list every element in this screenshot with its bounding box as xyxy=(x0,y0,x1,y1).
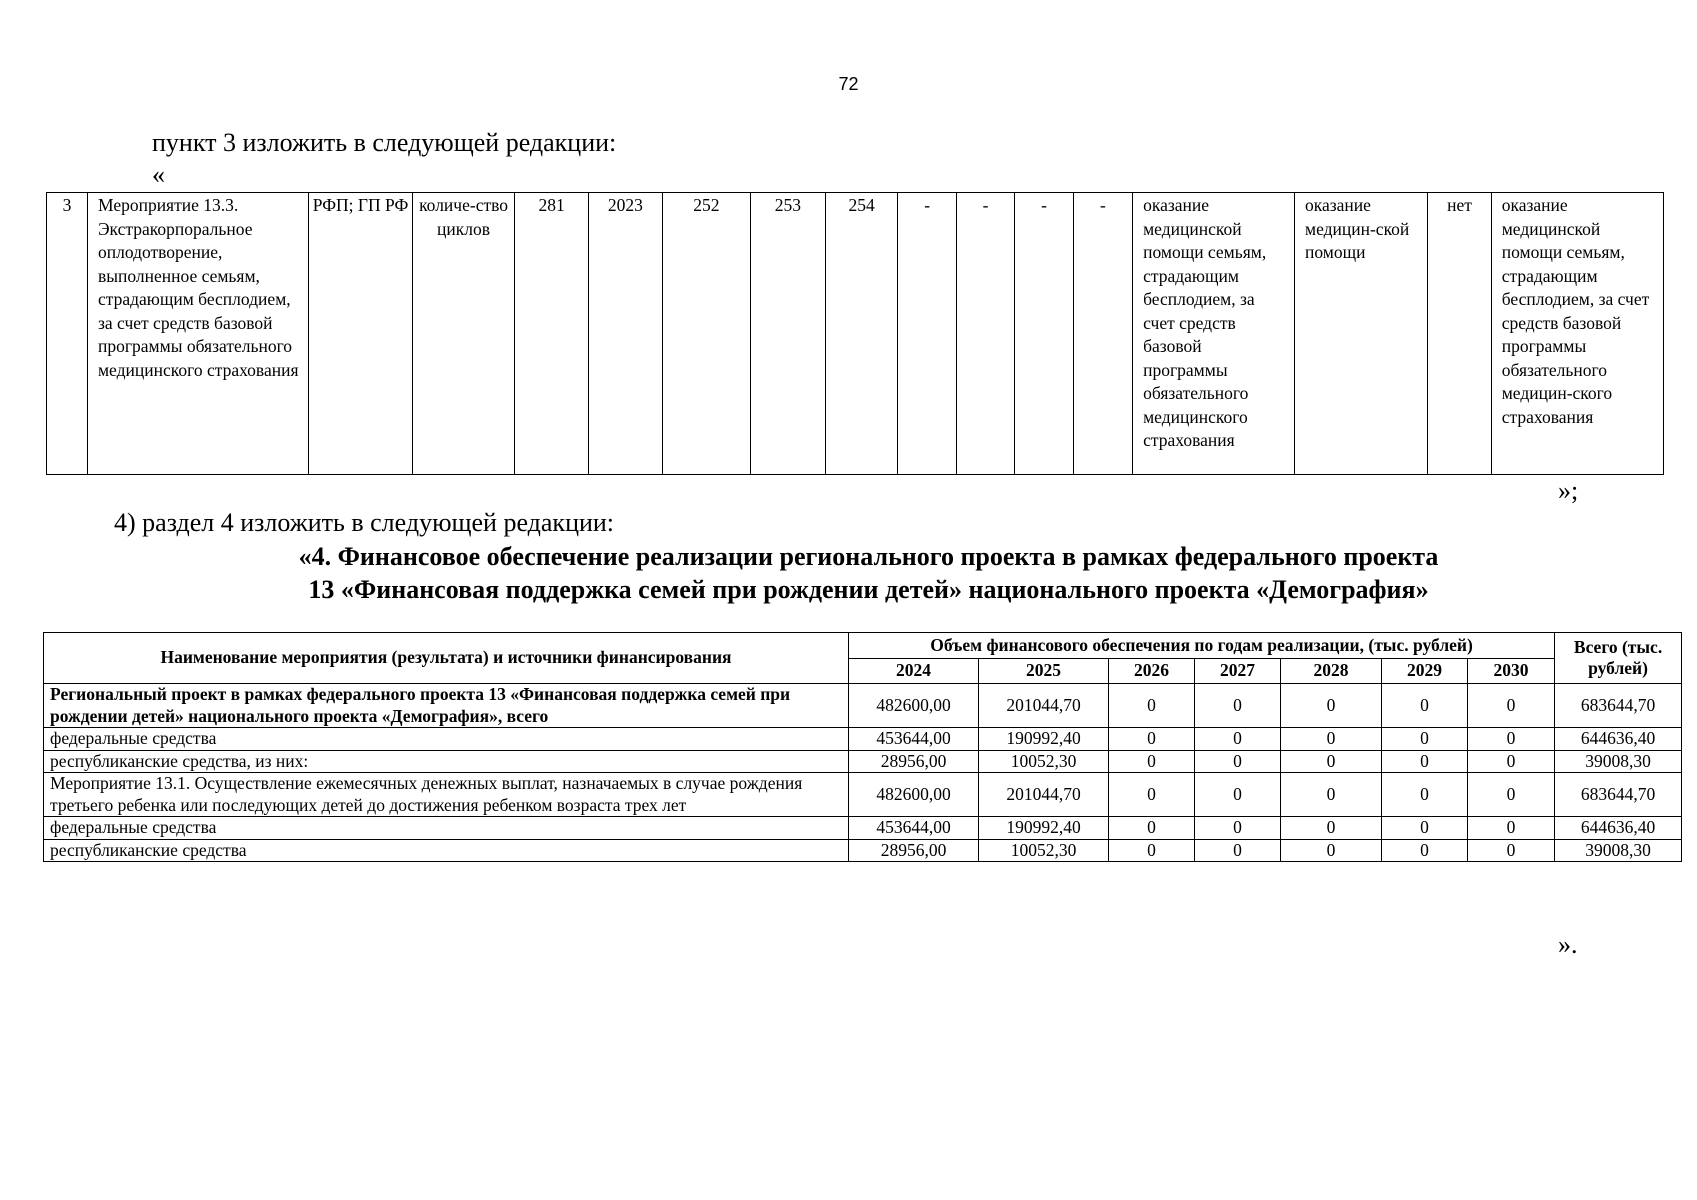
header-total: Всего (тыс. рублей) xyxy=(1555,633,1682,684)
header-year: 2028 xyxy=(1281,658,1382,684)
row-value: 0 xyxy=(1195,773,1281,817)
page-number: 72 xyxy=(838,74,859,94)
finance-header-row xyxy=(44,633,1682,659)
cell-type: оказание медицин-ской помощи xyxy=(1295,193,1428,475)
cell-value-7: - xyxy=(1073,193,1132,475)
open-quote: « xyxy=(152,160,165,189)
indicator-table xyxy=(46,192,1664,475)
header-year: 2024 xyxy=(849,658,979,684)
row-total: 683644,70 xyxy=(1555,684,1682,728)
intro-line: пункт 3 изложить в следующей редакции: xyxy=(152,128,617,157)
section-title-line-1: «4. Финансовое обеспечение реализации регионального проекта в рамках федерального проекта xyxy=(298,542,1439,571)
table-row xyxy=(44,684,1682,728)
cell-level: РФП; ГП РФ xyxy=(309,193,412,475)
row-value: 0 xyxy=(1281,684,1382,728)
row-value: 0 xyxy=(1109,773,1195,817)
row-label: республиканские средства, из них: xyxy=(44,750,849,773)
row-value: 0 xyxy=(1195,750,1281,773)
row-value: 0 xyxy=(1468,773,1555,817)
row-value: 453644,00 xyxy=(849,728,979,751)
section-title xyxy=(0,540,1697,606)
row-value: 0 xyxy=(1382,684,1468,728)
row-total: 39008,30 xyxy=(1555,839,1682,862)
section-instruction: 4) раздел 4 изложить в следующей редакции: xyxy=(114,508,615,537)
row-value: 0 xyxy=(1468,728,1555,751)
row-value: 482600,00 xyxy=(849,773,979,817)
row-label: федеральные средства xyxy=(44,728,849,751)
cell-number: 3 xyxy=(47,193,88,475)
row-total: 683644,70 xyxy=(1555,773,1682,817)
row-value: 0 xyxy=(1468,684,1555,728)
row-label: Региональный проект в рамках федерального проекта 13 «Финансовая поддержка семей при рождении детей» национального проекта «Демография», всего xyxy=(44,684,849,728)
row-value: 0 xyxy=(1109,817,1195,840)
row-value: 190992,40 xyxy=(979,817,1109,840)
cell-value-4: - xyxy=(898,193,956,475)
row-value: 0 xyxy=(1109,728,1195,751)
row-value: 0 xyxy=(1109,750,1195,773)
row-value: 0 xyxy=(1195,817,1281,840)
table-row xyxy=(44,839,1682,862)
table-row xyxy=(44,817,1682,840)
finance-table xyxy=(43,632,1682,862)
row-value: 0 xyxy=(1195,728,1281,751)
table-row xyxy=(44,773,1682,817)
row-value: 0 xyxy=(1382,773,1468,817)
row-value: 482600,00 xyxy=(849,684,979,728)
row-value: 0 xyxy=(1382,750,1468,773)
row-value: 10052,30 xyxy=(979,839,1109,862)
header-year: 2025 xyxy=(979,658,1109,684)
row-value: 0 xyxy=(1468,817,1555,840)
row-value: 28956,00 xyxy=(849,750,979,773)
row-value: 190992,40 xyxy=(979,728,1109,751)
close-quote: ». xyxy=(1558,930,1578,959)
header-volume: Объем финансового обеспечения по годам реализации, (тыс. рублей) xyxy=(849,633,1555,659)
cell-value-1: 252 xyxy=(662,193,750,475)
cell-value-5: - xyxy=(956,193,1014,475)
row-value: 453644,00 xyxy=(849,817,979,840)
cell-value-3: 254 xyxy=(825,193,898,475)
row-label: Мероприятие 13.1. Осуществление ежемесячных денежных выплат, назначаемых в случае рождения третьего ребенка или последующих детей до достижения ребенком возраста трех лет xyxy=(44,773,849,817)
cell-value-6: - xyxy=(1015,193,1073,475)
cell-flag: нет xyxy=(1428,193,1492,475)
cell-value-2: 253 xyxy=(750,193,825,475)
table-row xyxy=(44,728,1682,751)
header-year: 2029 xyxy=(1382,658,1468,684)
row-label: федеральные средства xyxy=(44,817,849,840)
indicator-row xyxy=(47,193,1664,475)
row-total: 644636,40 xyxy=(1555,817,1682,840)
row-value: 0 xyxy=(1382,728,1468,751)
close-quote: »; xyxy=(1558,476,1579,505)
row-value: 201044,70 xyxy=(979,684,1109,728)
row-value: 0 xyxy=(1109,684,1195,728)
row-value: 0 xyxy=(1468,750,1555,773)
row-value: 0 xyxy=(1281,728,1382,751)
table-row xyxy=(44,750,1682,773)
section-title-line-2: 13 «Финансовая поддержка семей при рождении детей» национального проекта «Демография» xyxy=(308,575,1429,604)
row-value: 201044,70 xyxy=(979,773,1109,817)
header-year: 2026 xyxy=(1109,658,1195,684)
row-value: 28956,00 xyxy=(849,839,979,862)
row-value: 0 xyxy=(1281,817,1382,840)
row-value: 0 xyxy=(1382,817,1468,840)
header-year: 2027 xyxy=(1195,658,1281,684)
row-value: 10052,30 xyxy=(979,750,1109,773)
row-label: республиканские средства xyxy=(44,839,849,862)
row-value: 0 xyxy=(1382,839,1468,862)
row-value: 0 xyxy=(1468,839,1555,862)
cell-characteristic: оказание медицинской помощи семьям, страдающим бесплодием, за счет средств базовой программы обязательного медицин-ского страхования xyxy=(1491,193,1663,475)
header-year: 2030 xyxy=(1468,658,1555,684)
row-value: 0 xyxy=(1195,839,1281,862)
cell-measure: Мероприятие 13.3. Экстракорпоральное оплодотворение, выполненное семьям, страдающим бесплодием, за счет средств базовой программы обязательного медицинского страхования xyxy=(87,193,308,475)
cell-description: оказание медицинской помощи семьям, страдающим бесплодием, за счет средств базовой программы обязательного медицинского страхования xyxy=(1133,193,1295,475)
row-total: 644636,40 xyxy=(1555,728,1682,751)
row-total: 39008,30 xyxy=(1555,750,1682,773)
cell-unit: количе-ство циклов xyxy=(412,193,514,475)
row-value: 0 xyxy=(1281,750,1382,773)
row-value: 0 xyxy=(1281,839,1382,862)
header-name: Наименование мероприятия (результата) и источники финансирования xyxy=(44,633,849,684)
row-value: 0 xyxy=(1281,773,1382,817)
row-value: 0 xyxy=(1109,839,1195,862)
row-value: 0 xyxy=(1195,684,1281,728)
cell-base-value: 281 xyxy=(515,193,589,475)
cell-base-year: 2023 xyxy=(589,193,663,475)
